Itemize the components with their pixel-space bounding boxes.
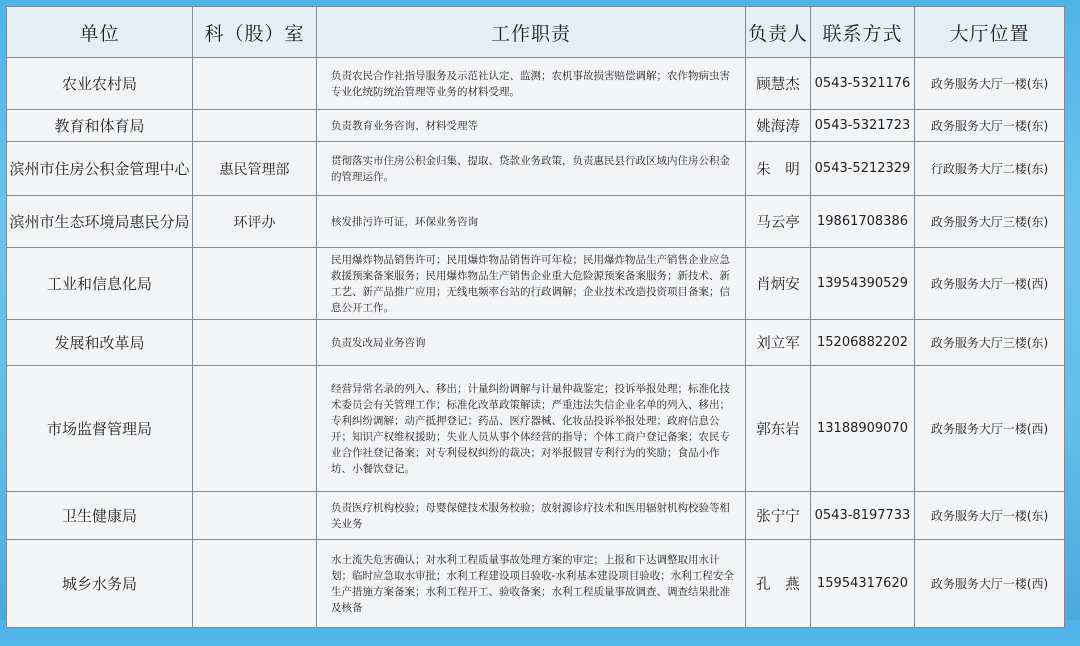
header-person: 负责人 bbox=[746, 7, 811, 58]
table-row bbox=[7, 320, 1065, 366]
cell-office bbox=[193, 320, 317, 366]
cell-person: 马云亭 bbox=[746, 196, 811, 248]
cell-duty bbox=[317, 196, 746, 248]
duty-text: 负责医疗机构校验；母婴保健技术服务校验；放射源诊疗技术和医用辐射机构校验等相关业务 bbox=[331, 501, 730, 530]
cell-location: 政务服务大厅一楼(东) bbox=[915, 58, 1065, 110]
header-office: 科（股）室 bbox=[193, 7, 317, 58]
cell-unit: 滨州市生态环境局惠民分局 bbox=[7, 196, 193, 248]
cell-office bbox=[193, 540, 317, 628]
cell-duty bbox=[317, 58, 746, 110]
cell-unit: 工业和信息化局 bbox=[7, 248, 193, 320]
cell-duty bbox=[317, 248, 746, 320]
cell-phone: 0543-5321176 bbox=[811, 58, 915, 110]
cell-person: 肖炳安 bbox=[746, 248, 811, 320]
header-unit: 单位 bbox=[7, 7, 193, 58]
cell-location: 政务服务大厅一楼(西) bbox=[915, 366, 1065, 492]
cell-person: 朱 明 bbox=[746, 142, 811, 196]
cell-unit: 农业农村局 bbox=[7, 58, 193, 110]
cell-person: 姚海涛 bbox=[746, 110, 811, 142]
table-row bbox=[7, 366, 1065, 492]
cell-duty bbox=[317, 492, 746, 540]
table-row bbox=[7, 110, 1065, 142]
cell-unit: 滨州市住房公积金管理中心 bbox=[7, 142, 193, 196]
cell-location: 政务服务大厅一楼(西) bbox=[915, 248, 1065, 320]
table-row bbox=[7, 492, 1065, 540]
cell-phone: 19861708386 bbox=[811, 196, 915, 248]
cell-duty bbox=[317, 366, 746, 492]
duty-text: 负责发改局业务咨询 bbox=[331, 336, 426, 349]
cell-person: 孔 燕 bbox=[746, 540, 811, 628]
table-row bbox=[7, 248, 1065, 320]
cell-phone: 15954317620 bbox=[811, 540, 915, 628]
duty-text: 负责教育业务咨询、材料受理等 bbox=[331, 119, 478, 132]
table-row bbox=[7, 58, 1065, 110]
cell-office bbox=[193, 492, 317, 540]
cell-duty bbox=[317, 540, 746, 628]
cell-unit: 发展和改革局 bbox=[7, 320, 193, 366]
table-header-row bbox=[7, 7, 1065, 58]
cell-location: 政务服务大厅三楼(东) bbox=[915, 320, 1065, 366]
duty-text: 负责农民合作社指导服务及示范社认定、监测；农机事故损害赔偿调解；农作物病虫害专业化统防统治管理等业务的材料受理。 bbox=[331, 69, 730, 98]
cell-location: 政务服务大厅三楼(东) bbox=[915, 196, 1065, 248]
cell-unit: 教育和体育局 bbox=[7, 110, 193, 142]
cell-unit: 市场监督管理局 bbox=[7, 366, 193, 492]
cell-unit: 卫生健康局 bbox=[7, 492, 193, 540]
cell-phone: 13954390529 bbox=[811, 248, 915, 320]
table-row bbox=[7, 196, 1065, 248]
cell-person: 刘立军 bbox=[746, 320, 811, 366]
cell-unit: 城乡水务局 bbox=[7, 540, 193, 628]
cell-person: 顾慧杰 bbox=[746, 58, 811, 110]
cell-duty bbox=[317, 320, 746, 366]
cell-person: 郭东岩 bbox=[746, 366, 811, 492]
cell-office bbox=[193, 366, 317, 492]
cell-location: 行政服务大厅二楼(东) bbox=[915, 142, 1065, 196]
cell-duty bbox=[317, 142, 746, 196]
header-phone: 联系方式 bbox=[811, 7, 915, 58]
cell-phone: 0543-5321723 bbox=[811, 110, 915, 142]
cell-office bbox=[193, 110, 317, 142]
cell-phone: 0543-8197733 bbox=[811, 492, 915, 540]
table-row bbox=[7, 142, 1065, 196]
duty-text: 经营异常名录的列入、移出；计量纠纷调解与计量仲裁鉴定；投诉举报处理；标准化技术委员会有关管理工作；标准化改革政策解读；严重违法失信企业名单的列入、移出；专利纠纷调解；动产抵押登记；药品、医疗器械、化妆品投诉举报处理；政府信息公开；知识产权维权援助；失业人员从事个体经营的指导；个体工商户登记备案；农民专业合作社登记备案；对专利侵权纠纷的裁决；对举报假冒专利行为的奖励；食品小作坊、小餐饮登记。 bbox=[331, 382, 730, 475]
duty-text: 民用爆炸物品销售许可；民用爆炸物品销售许可年检；民用爆炸物品生产销售企业应急救援预案备案服务；民用爆炸物品生产销售企业重大危险源预案备案服务；新技术、新工艺、新产品推广应用；无线电频率台站的行政调解；企业技术改造投资项目备案；信息公开工作。 bbox=[331, 253, 730, 314]
table-row bbox=[7, 540, 1065, 628]
duty-text: 水土流失危害确认；对水利工程质量事故处理方案的审定；上报和下达调整取用水计划；临时应急取水审批；水利工程建设项目验收-水利基本建设项目验收；水利工程安全生产措施方案备案；水利工程开工、验收备案；水利工程质量事故调查、调查结果批准及核备 bbox=[331, 553, 734, 614]
cell-phone: 13188909070 bbox=[811, 366, 915, 492]
cell-office bbox=[193, 58, 317, 110]
cell-location: 政务服务大厅一楼(东) bbox=[915, 492, 1065, 540]
duty-text: 贯彻落实市住房公积金归集、提取、贷款业务政策，负责惠民县行政区域内住房公积金的管理运作。 bbox=[331, 154, 730, 183]
header-location: 大厅位置 bbox=[915, 7, 1065, 58]
cell-office bbox=[193, 248, 317, 320]
directory-frame bbox=[6, 6, 1070, 646]
cell-person: 张宁宁 bbox=[746, 492, 811, 540]
cell-location: 政务服务大厅一楼(东) bbox=[915, 110, 1065, 142]
service-directory-table bbox=[6, 6, 1065, 628]
duty-text: 核发排污许可证，环保业务咨询 bbox=[331, 215, 478, 228]
cell-duty bbox=[317, 110, 746, 142]
cell-location: 政务服务大厅一楼(西) bbox=[915, 540, 1065, 628]
cell-phone: 15206882202 bbox=[811, 320, 915, 366]
cell-office: 环评办 bbox=[193, 196, 317, 248]
cell-office: 惠民管理部 bbox=[193, 142, 317, 196]
header-duty: 工作职责 bbox=[317, 7, 746, 58]
cell-phone: 0543-5212329 bbox=[811, 142, 915, 196]
